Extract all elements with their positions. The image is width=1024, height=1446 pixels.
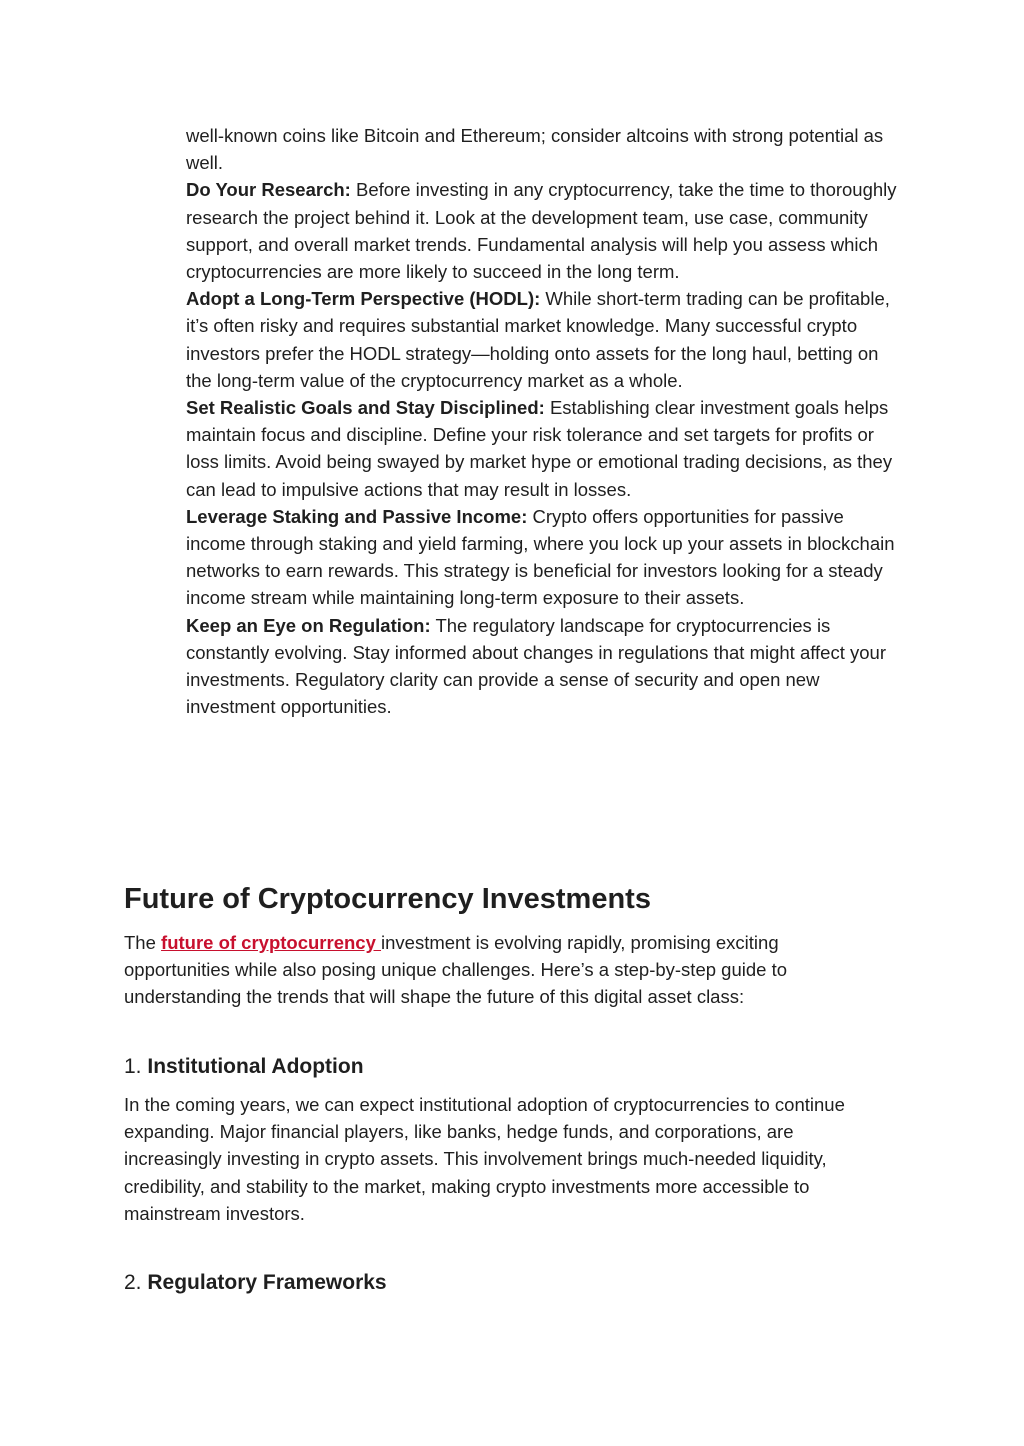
list-item-text: Crypto offers opportunities for passive income through staking and yield farming, where you lock up your assets in blockchain networks to earn rewards. This strategy is beneficial for investors looking for a steady income stream while maintaining long-term exposure to their assets. [186,505,895,609]
list-item-title: Do Your Research: [186,179,351,201]
list-item [186,122,902,176]
intro-text-before: The [124,932,162,953]
list-item [186,176,902,285]
subsection-title: Institutional Adoption [147,1055,364,1078]
list-item-text: Before investing in any cryptocurrency, take the time to thoroughly research the project behind it. Look at the development team, use case, community support, and overall market trends. Fundamental analysis will help you assess which cryptocurrencies are more likely to succeed in the long term. [186,179,897,283]
list-item [186,612,902,721]
subsection-body: In the coming years, we can expect institutional adoption of cryptocurrencies to continue expanding. Major financial players, like banks, hedge funds, and corporations, are increasingly investing in crypto assets. This involvement brings much-needed liquidity, credibility, and stability to the market, making crypto investments more accessible to mainstream investors. [124,1094,845,1224]
intro-text-after: investment is evolving rapidly, promising exciting opportunities while also posing unique challenges. Here’s a step-by-step guide to understanding the trends that will shape the future of this digital asset class: [124,932,787,1008]
list-item-title: Set Realistic Goals and Stay Disciplined: [186,397,545,419]
subsection-number: 2. [124,1271,148,1294]
section-heading: Future of Cryptocurrency Investments [124,883,651,915]
future-of-cryptocurrency-link[interactable]: future of cryptocurrency [161,932,382,953]
subsection-title: Regulatory Frameworks [147,1271,387,1294]
list-item-title: Adopt a Long-Term Perspective (HODL): [186,288,541,310]
subsection-heading-regulatory-frameworks [124,1269,387,1297]
list-item [186,394,902,503]
list-item [186,503,902,612]
subsection-heading-institutional-adoption [124,1053,364,1081]
list-item-title: Leverage Staking and Passive Income: [186,505,528,527]
list-item [186,285,902,394]
list-item-text: Establishing clear investment goals helps maintain focus and discipline. Define your risk tolerance and set targets for profits or loss limits. Avoid being swayed by market hype or emotional trading decisions, as they can lead to impulsive actions that may result in losses. [186,397,893,500]
list-item-text: While short-term trading can be profitable, it’s often risky and requires substantial market knowledge. Many successful crypto investors prefer the HODL strategy—holding onto assets for the long haul, betting on the long-term value of the cryptocurrency market as a whole. [186,288,890,391]
section-intro [124,929,884,1011]
subsection-number: 1. [124,1055,148,1078]
list-item-title: Keep an Eye on Regulation: [186,614,431,636]
list-item-text: well-known coins like Bitcoin and Ethereum; consider altcoins with strong potential as well. [186,125,884,174]
strategy-list [186,122,902,720]
list-item-text: The regulatory landscape for cryptocurrencies is constantly evolving. Stay informed about changes in regulations that might affect your investments. Regulatory clarity can provide a sense of security and open new investment opportunities. [186,614,886,718]
